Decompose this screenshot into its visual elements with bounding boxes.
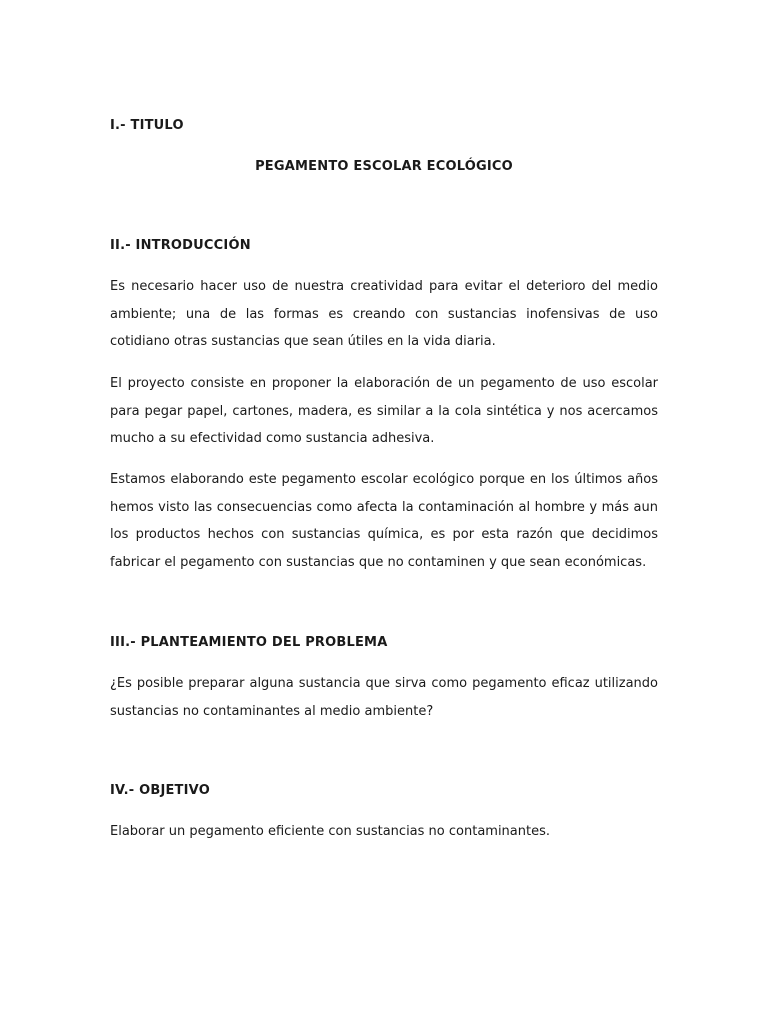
section-heading-planteamiento: III.- PLANTEAMIENTO DEL PROBLEMA xyxy=(110,635,388,650)
intro-paragraph-1: Es necesario hacer uso de nuestra creatividad para evitar el deterioro del medio ambiente; una de las formas es creando con sustancias inofensivas de uso cotidiano otras sustancias que sean útiles en la vida diaria. xyxy=(110,279,658,349)
intro-paragraph-3: Estamos elaborando este pegamento escolar ecológico porque en los últimos años hemos visto las consecuencias como afecta la contaminación al hombre y más aun los productos hechos con sustancias química, es por esta razón que decidimos fabricar el pegamento con sustancias que no contaminen y que sean económicas. xyxy=(110,472,658,570)
section-heading-titulo: I.- TITULO xyxy=(110,118,184,133)
section-heading-objetivo: IV.- OBJETIVO xyxy=(110,783,210,798)
document-title: PEGAMENTO ESCOLAR ECOLÓGICO xyxy=(255,159,513,174)
intro-paragraph-2: El proyecto consiste en proponer la elaboración de un pegamento de uso escolar para pegar papel, cartones, madera, es similar a la cola sintética y nos acercamos mucho a su efectividad como sustancia adhesiva. xyxy=(110,376,658,446)
problem-paragraph: ¿Es posible preparar alguna sustancia que sirva como pegamento eficaz utilizando sustancias no contaminantes al medio ambiente? xyxy=(110,676,658,719)
objective-paragraph: Elaborar un pegamento eficiente con sustancias no contaminantes. xyxy=(110,824,551,839)
section-heading-introduccion: II.- INTRODUCCIÓN xyxy=(110,238,251,253)
